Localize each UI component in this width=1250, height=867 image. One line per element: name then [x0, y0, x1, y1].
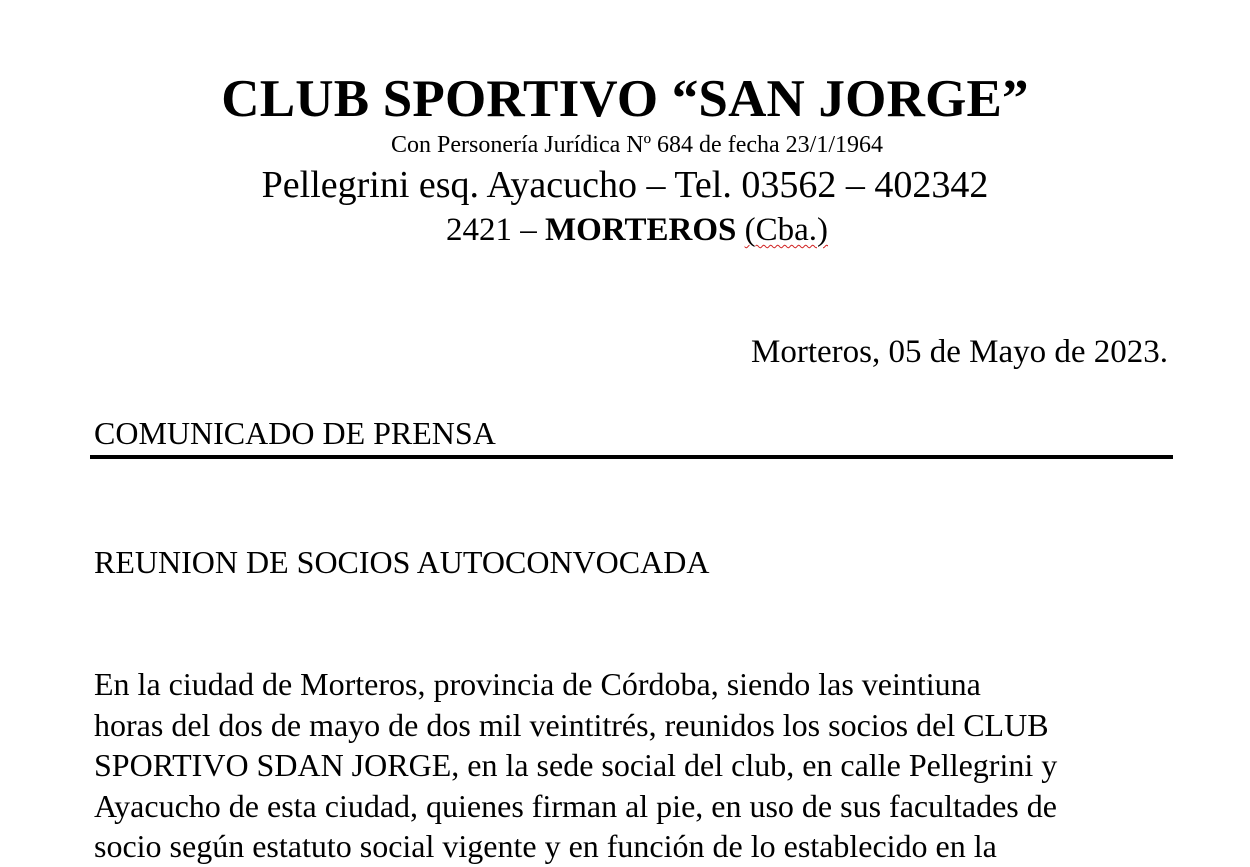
document-date: Morteros, 05 de Mayo de 2023.	[750, 334, 1168, 370]
body-line: socio según estatuto social vigente y en función de lo establecido en la	[94, 828, 997, 864]
province-abbreviation: (Cba.)	[744, 212, 828, 248]
heading-divider	[90, 455, 1173, 459]
legal-status-line: Con Personería Jurídica Nº 684 de fecha 23/1/1964	[391, 132, 883, 158]
postal-code: 2421 –	[445, 212, 537, 248]
club-name-title: CLUB SPORTIVO “SAN JORGE”	[221, 70, 1029, 128]
body-line: Ayacucho de esta ciudad, quienes firman al pie, en uso de sus facultades de	[94, 787, 1057, 824]
city-name: MORTEROS	[544, 212, 737, 248]
press-release-heading: COMUNICADO DE PRENSA	[94, 415, 496, 451]
city-line	[0, 209, 1250, 251]
body-line: En la ciudad de Morteros, provincia de Córdoba, siendo las veintiuna	[94, 666, 981, 702]
meeting-heading: REUNION DE SOCIOS AUTOCONVOCADA	[94, 544, 710, 580]
address-phone-line: Pellegrini esq. Ayacucho – Tel. 03562 – 402342	[261, 164, 989, 206]
body-line: horas del dos de mayo de dos mil veintitrés, reunidos los socios del CLUB	[94, 706, 1049, 743]
body-paragraph	[94, 664, 1184, 867]
body-line: SPORTIVO SDAN JORGE, en la sede social del club, en calle Pellegrini y	[94, 747, 1058, 783]
